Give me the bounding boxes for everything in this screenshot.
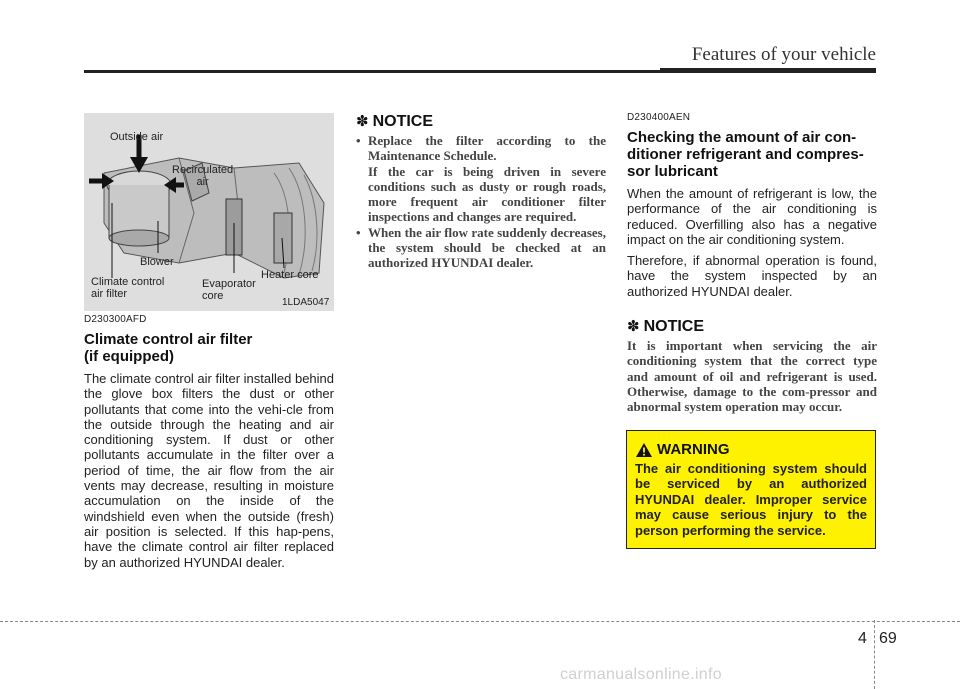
label-recirculated-air: [172, 164, 233, 188]
page-number: 69: [879, 630, 897, 647]
notice-title-text: NOTICE: [643, 318, 705, 336]
label-recirculated-line1: Recirculated: [172, 164, 234, 176]
footer-divider: [874, 620, 875, 689]
section-heading: [84, 331, 334, 365]
notice-title-text: NOTICE: [372, 113, 434, 130]
notice-bullet-1-continuation: If the car is being driven in severe conditions such as dusty or rough roads, more frequent air conditioner filter inspections and changes are required.: [368, 163, 606, 225]
notice-star-icon: ✽: [356, 113, 369, 130]
section-air-filter: [84, 314, 334, 576]
label-outside-air: Outside air: [110, 131, 164, 143]
section-code: D230400AEN: [627, 112, 691, 123]
hvac-diagram: [84, 113, 334, 311]
section-code: D230300AFD: [84, 314, 147, 325]
chapter-number: 4: [858, 630, 867, 647]
label-recirculated-line2: air: [196, 176, 209, 188]
label-climate-filter-line1: Climate control: [91, 276, 165, 288]
label-blower: Blower: [140, 256, 174, 268]
watermark: carmanualsonline.info: [560, 666, 722, 683]
footer-separator: [0, 621, 960, 622]
section-heading: Checking the amount of air con-ditioner refrigerant and compres-sor lubricant: [627, 129, 864, 180]
label-heater-core: Heater core: [261, 269, 319, 281]
warning-box: [626, 430, 876, 549]
section-body: The climate control air filter installed behind the glove box filters the dust or other pollutants that come into the vehi-cle from the outside through the heating and air conditioning system. If dust or other pollutants accumulate in the filter over a period of time, the air flow from the air vents may decrease, resulting in moisture accumulation on the inside of the windshield even when the outside (fresh) air position is selected. If this hap-pens, have the climate control air filter replaced by an authorized HYUNDAI dealer.: [84, 371, 335, 570]
notice-star-icon: ✽: [627, 318, 640, 336]
notice-text: It is important when servicing the air conditioning system that the correct type and amount of oil and refrigerant is used. Otherwise, damage to the com-pressor and abnormal system operation may occur.: [627, 338, 877, 415]
header-section-title: Features of your vehicle: [691, 44, 876, 65]
label-climate-filter: [91, 276, 164, 300]
notice-filter: [356, 112, 606, 271]
label-evaporator-line1: Evaporator: [202, 278, 256, 290]
label-evaporator-core: [202, 278, 256, 302]
section-body-1: When the amount of refrigerant is low, the performance of the air conditioning is reduced. Overfilling also has a negative impact on the air conditioning system.: [627, 186, 877, 247]
section-refrigerant: [627, 112, 877, 415]
notice-bullet-2: • When the air flow rate suddenly decreases, the system should be checked at an authorized HYUNDAI dealer.: [356, 225, 606, 271]
warning-header: [635, 441, 867, 458]
warning-title: WARNING: [657, 441, 730, 458]
label-climate-filter-line2: air filter: [91, 288, 128, 300]
figure-code: 1LDA5047: [282, 297, 330, 308]
notice-bullet-1: [356, 133, 606, 225]
section-body-2: Therefore, if abnormal operation is found, have the system inspected by an authorized HYUNDAI dealer.: [627, 253, 877, 299]
label-evaporator-line2: core: [202, 290, 224, 302]
heading-line1: Climate control air filter: [84, 331, 253, 348]
warning-text: The air conditioning system should be serviced by an authorized HYUNDAI dealer. Improper service may cause serious injury to the person performing the service.: [635, 461, 867, 538]
notice-title: [356, 112, 606, 131]
header-rule-accent: [660, 68, 876, 73]
notice-bullet-1-text: Replace the filter according to the Maintenance Schedule.: [368, 133, 606, 164]
heading-line2: (if equipped): [84, 348, 174, 365]
warning-triangle-icon: [635, 442, 653, 458]
notice-title: [627, 317, 877, 336]
